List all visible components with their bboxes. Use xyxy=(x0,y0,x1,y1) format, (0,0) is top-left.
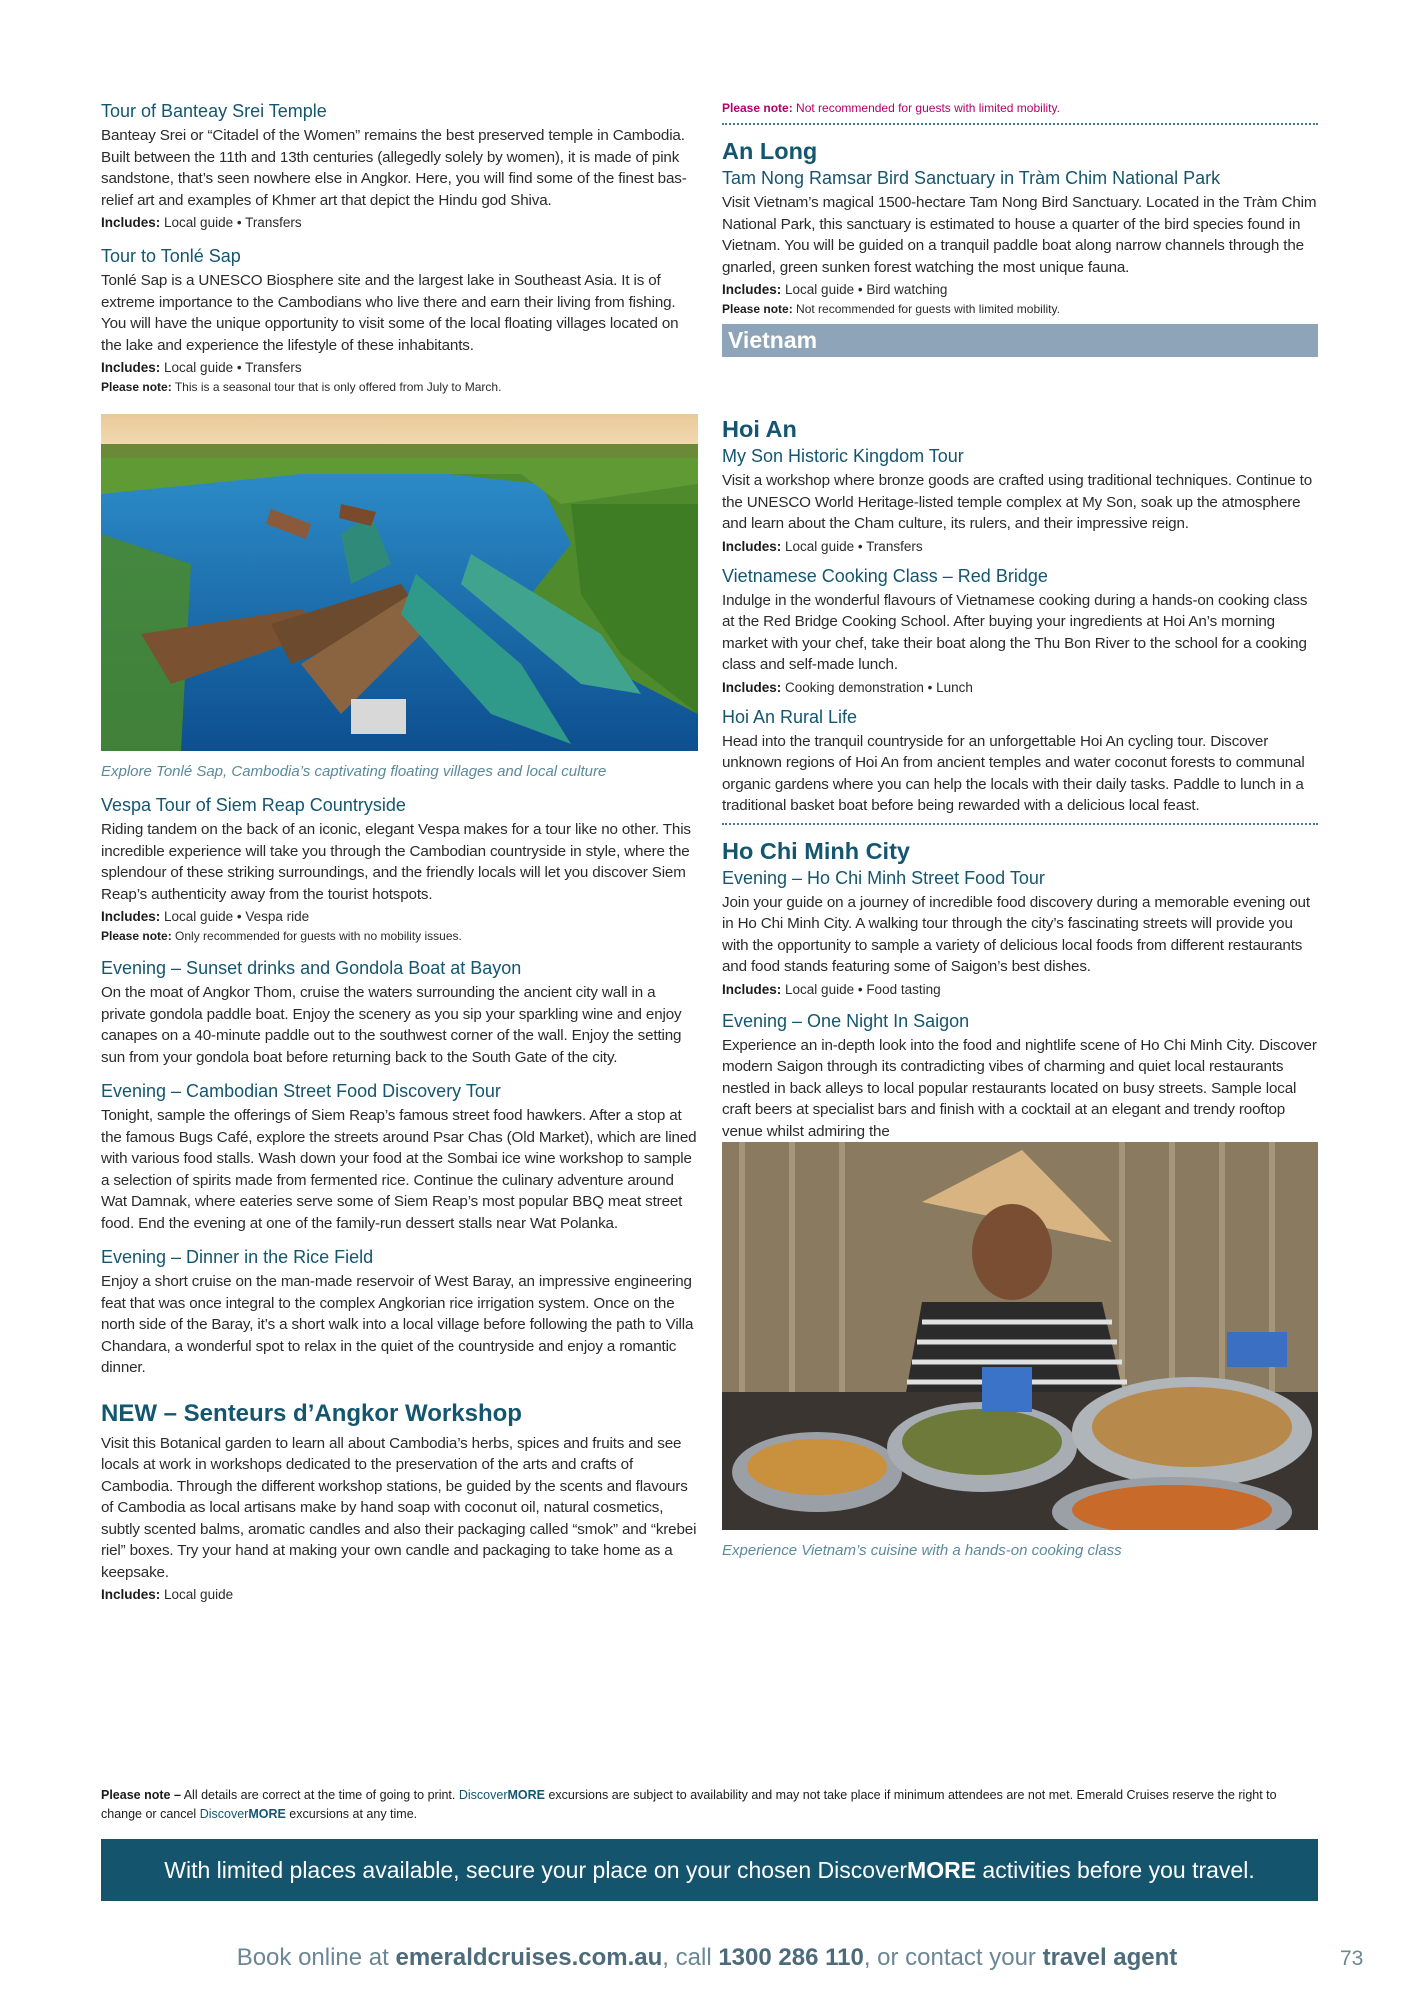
excursion-banteay-srei xyxy=(101,100,698,233)
cta-text: With limited places available, secure your place on your chosen Discover xyxy=(164,1857,908,1883)
note-label: Please note: xyxy=(722,302,793,316)
includes-value: Local guide • Transfers xyxy=(164,360,302,375)
destination-heading: An Long xyxy=(722,138,818,164)
includes-value: Local guide • Bird watching xyxy=(785,282,948,297)
excursion-one-night-saigon xyxy=(722,1010,1318,1142)
excursion-description: Head into the tranquil countryside for an unforgettable Hoi An cycling tour. Discover unknown regions of Hoi An from ancient temples and water coconut forests to communal organic gardens where you can help the locals with their daily tasks. Paddle to lunch in a traditional basket boat before being rewarded with a delicious local feast. xyxy=(722,732,1305,814)
cta-text: activities before you travel. xyxy=(982,1857,1255,1883)
includes-line xyxy=(722,280,1318,300)
note-label: Please note – xyxy=(101,1788,181,1802)
note-label: Please note: xyxy=(101,380,172,394)
includes-line xyxy=(101,1585,698,1605)
note-value: Only recommended for guests with no mobility issues. xyxy=(175,929,462,943)
note-text: excursions are subject to availability and may not take place if minimum attendees are not met. Emerald Cruises reserve the right to change or cancel xyxy=(101,1788,1277,1821)
excursion-dinner-rice-field xyxy=(101,1246,698,1379)
excursion-title: My Son Historic Kingdom Tour xyxy=(722,446,964,466)
booking-text: Book online at xyxy=(236,1944,389,1971)
booking-line xyxy=(0,1943,1414,1973)
note-text: excursions at any time. xyxy=(289,1807,418,1821)
excursion-description: Experience an in-depth look into the food and nightlife scene of Ho Chi Minh City. Discover modern Saigon through its contradicting vibes of charming and quiet local restaurants nestled in back alleys to local popular restaurants located on busy streets. Sample local craft beers at specialist bars and finish with a cocktail at an elegant and trendy rooftop venue whilst admiring the xyxy=(722,1036,1317,1140)
destination-an-long xyxy=(722,137,1318,318)
includes-value: Local guide • Food tasting xyxy=(785,981,941,997)
excursion-cooking-class xyxy=(722,565,1318,698)
excursion-description: Visit this Botanical garden to learn all about Cambodia’s herbs, spices and fruits and see locals at work in workshops dedicated to the preservation of the arts and crafts of Cambodia. Through the different workshop stations, be guided by the scents and flavours of Cambodia as local artisans make by hand soap with coconut oil, natural cosmetics, subtly scented balms, aromatic candles and also their packaging called “smok” and “krebei riel” boxes. Try your hand at making your own candle and packaging to take home as a keepsake. xyxy=(101,1434,697,1581)
includes-line xyxy=(722,980,1318,1000)
excursion-description: Riding tandem on the back of an iconic, elegant Vespa makes for a tour like no other. This incredible experience will take you through the Cambodian countryside in style, where the splendour of these striking surroundings, and the friendly locals will let you discover Siem Reap’s authenticity away from the tourist hotspots. xyxy=(101,821,691,903)
excursion-rural-life xyxy=(722,706,1318,817)
left-column xyxy=(101,100,698,1617)
includes-line xyxy=(101,907,698,927)
excursion-title: Evening – Cambodian Street Food Discovery Tour xyxy=(101,1081,501,1101)
note-value: Not recommended for guests with limited mobility. xyxy=(796,101,1060,115)
excursion-title: Tour of Banteay Srei Temple xyxy=(101,101,327,121)
website-link[interactable]: emeraldcruises.com.au xyxy=(395,1944,663,1971)
excursion-description: On the moat of Angkor Thom, cruise the waters surrounding the ancient city wall in a private gondola paddle boat. Enjoy the scenery as you sip your sparkling wine and enjoy canapes on a 40-minute paddle out to the southwest corner of the wall. Enjoy the setting sun from your gondola boat before returning back to the South Gate of the city. xyxy=(101,984,682,1066)
excursion-tonle-sap xyxy=(101,245,698,396)
excursion-description: Visit Vietnam’s magical 1500-hectare Tam Nong Bird Sanctuary. Located in the Tràm Chim National Park, this sanctuary is estimated to house a quarter of the bird species found in Vietnam. You will be guided on a tranquil paddle boat along narrow channels through the gnarled, green sunken forest watching the most unique fauna. xyxy=(722,194,1317,276)
photo-caption: Explore Tonlé Sap, Cambodia’s captivating floating villages and local culture xyxy=(101,763,607,780)
excursion-hcm-street-food xyxy=(722,867,1318,1000)
includes-label: Includes: xyxy=(722,679,782,695)
includes-line xyxy=(101,358,698,378)
includes-label: Includes: xyxy=(722,538,782,554)
includes-label: Includes: xyxy=(101,215,161,230)
excursion-my-son xyxy=(722,445,1318,557)
please-note-line xyxy=(101,927,698,945)
discovermore-brand xyxy=(459,1788,545,1802)
dotted-divider xyxy=(722,123,1318,125)
includes-line xyxy=(722,678,1318,698)
destination-ho-chi-minh-city xyxy=(722,837,1318,1142)
excursion-street-food-cambodia xyxy=(101,1080,698,1234)
excursion-title: Evening – Sunset drinks and Gondola Boat at Bayon xyxy=(101,958,522,978)
excursion-title: Evening – Ho Chi Minh Street Food Tour xyxy=(722,867,1045,888)
page-number: 73 xyxy=(1340,1947,1364,1970)
please-note-line xyxy=(101,378,698,396)
excursion-senteurs-angkor xyxy=(101,1399,698,1606)
please-note-line xyxy=(722,300,1318,318)
includes-value: Local guide xyxy=(164,1587,234,1602)
vietnam-banner: Vietnam xyxy=(722,324,1318,357)
disclaimer-note xyxy=(101,1786,1318,1824)
brand-text-bold: MORE xyxy=(248,1807,286,1821)
excursion-description: Visit a workshop where bronze goods are crafted using traditional techniques. Continue to the UNESCO World Heritage-listed temple complex at My Son, soak up the atmosphere and learn about the Cham culture, its rulers, and their impressive reign. xyxy=(722,472,1313,532)
excursion-title: Tam Nong Ramsar Bird Sanctuary in Tràm Chim National Park xyxy=(722,168,1221,188)
excursion-title: NEW – Senteurs d’Angkor Workshop xyxy=(101,1399,522,1427)
cta-text-bold: MORE xyxy=(907,1857,977,1883)
includes-value: Local guide • Transfers xyxy=(785,538,923,554)
excursion-description: Enjoy a short cruise on the man-made reservoir of West Baray, an impressive engineering feat that was once integral to the complex Angkorian rice irrigation system. Once on the north side of the Baray, it’s a short walk into a local village before following the path to Villa Chandara, a wonderful spot to relax in the quiet of the countryside and enjoy a romantic dinner. xyxy=(101,1273,694,1376)
booking-text: , or contact your xyxy=(863,1944,1036,1971)
excursion-description: Tonlé Sap is a UNESCO Biosphere site and the largest lake in Southeast Asia. It is of extreme importance to the Cambodians who live there and earn their living from fishing. You will have the unique opportunity to visit some of the local floating villages located on the lake and experience the lifestyle of these inhabitants. xyxy=(101,272,679,354)
note-label: Please note: xyxy=(722,101,793,115)
please-note-line xyxy=(722,99,1318,117)
tonle-sap-boats-photo xyxy=(101,414,698,751)
dotted-divider xyxy=(722,823,1318,825)
phone-number[interactable]: 1300 286 110 xyxy=(718,1944,864,1971)
street-food-vendor-photo xyxy=(722,1142,1318,1530)
note-text: All details are correct at the time of going to print. xyxy=(183,1788,456,1802)
brand-text-bold: MORE xyxy=(507,1788,545,1802)
excursion-description: Join your guide on a journey of incredible food discovery during a memorable evening out in Ho Chi Minh City. A walking tour through the city’s fascinating streets will provide you with the opportunity to sample a variety of delicious local foods from different restaurants and food stands featuring some of Saigon’s best dishes. xyxy=(722,893,1310,975)
photo-caption: Experience Vietnam’s cuisine with a hands-on cooking class xyxy=(722,1541,1122,1559)
excursion-description: Banteay Srei or “Citadel of the Women” remains the best preserved temple in Cambodia. Built between the 11th and 13th centuries (allegedly solely by women), it is made of pink sandstone, that’s seen nowhere else in Angkor. Here, you will find some of the finest bas-relief art and examples of Khmer art that depict the Hindu god Shiva. xyxy=(101,127,687,209)
excursion-description: Tonight, sample the offerings of Siem Reap’s famous street food hawkers. After a stop at the famous Bugs Café, explore the streets around Psar Chas (Old Market), which are lined with various food stalls. Wash down your food at the Sombai ice wine workshop to sample a selection of spirits made from fermented rice. Continue the culinary adventure around Wat Damnak, where eateries serve some of Siem Reap’s most popular BBQ meat street food. End the evening at one of the family-run dessert stalls near Wat Polanka. xyxy=(101,1107,697,1232)
excursion-vespa-tour xyxy=(101,794,698,945)
includes-value: Local guide • Transfers xyxy=(164,215,302,230)
note-value: This is a seasonal tour that is only offered from July to March. xyxy=(174,380,502,394)
includes-value: Local guide • Vespa ride xyxy=(164,909,310,924)
includes-value: Cooking demonstration • Lunch xyxy=(785,679,973,695)
includes-label: Includes: xyxy=(722,981,782,997)
excursion-gondola-bayon xyxy=(101,957,698,1068)
booking-text: , call xyxy=(662,1944,712,1971)
includes-line xyxy=(722,537,1318,557)
destination-hoi-an xyxy=(722,415,1318,817)
includes-label: Includes: xyxy=(101,1587,161,1602)
destination-heading: Ho Chi Minh City xyxy=(722,837,910,864)
excursion-title: Tour to Tonlé Sap xyxy=(101,246,241,266)
right-column xyxy=(722,99,1318,1573)
excursion-title: Evening – Dinner in the Rice Field xyxy=(101,1247,374,1267)
excursion-description: Indulge in the wonderful flavours of Vietnamese cooking during a hands-on cooking class at the Red Bridge Cooking School. After buying your ingredients at Hoi An’s morning market with your chef, take their boat along the Thu Bon River to the school for a cooking class and self-made lunch. xyxy=(722,591,1308,673)
includes-label: Includes: xyxy=(101,909,161,924)
excursion-title: Vespa Tour of Siem Reap Countryside xyxy=(101,795,406,815)
travel-agent-text: travel agent xyxy=(1042,1944,1178,1971)
brand-text: Discover xyxy=(458,1788,508,1802)
destination-heading: Hoi An xyxy=(722,416,797,442)
includes-label: Includes: xyxy=(101,360,161,375)
excursion-title: Evening – One Night In Saigon xyxy=(722,1010,970,1031)
cta-banner xyxy=(101,1839,1318,1901)
note-label: Please note: xyxy=(101,929,172,943)
includes-label: Includes: xyxy=(722,282,782,297)
excursion-title: Hoi An Rural Life xyxy=(722,706,858,727)
note-value: Not recommended for guests with limited mobility. xyxy=(796,302,1060,316)
discovermore-brand xyxy=(200,1807,286,1821)
excursion-title: Vietnamese Cooking Class – Red Bridge xyxy=(722,565,1048,586)
brand-text: Discover xyxy=(199,1807,249,1821)
includes-line xyxy=(101,213,698,233)
